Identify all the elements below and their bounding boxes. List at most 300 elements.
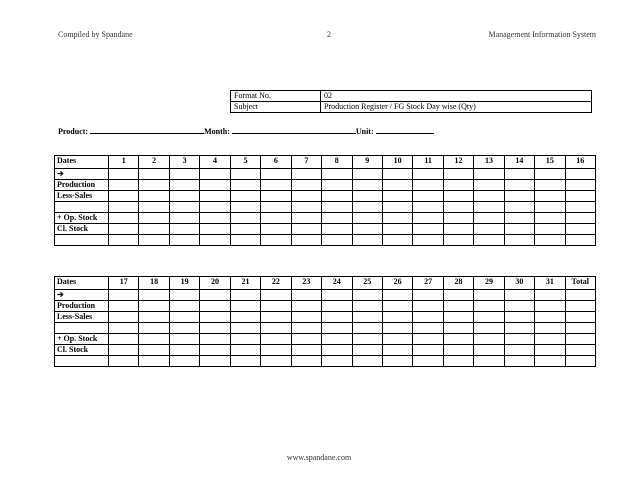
table-row [55,235,596,246]
value-cell[interactable] [261,356,291,367]
value-cell[interactable] [413,169,443,180]
value-cell[interactable] [139,180,169,191]
value-cell[interactable] [291,323,321,334]
value-cell[interactable] [443,224,473,235]
value-cell[interactable] [504,224,534,235]
value-cell[interactable] [504,235,534,246]
value-cell[interactable] [474,169,504,180]
day-header: 24 [322,277,352,290]
table-row [55,334,596,345]
row-label: Production [55,301,109,312]
value-cell[interactable] [474,180,504,191]
value-cell[interactable] [139,224,169,235]
day-header: 14 [504,156,534,169]
day-header: 7 [291,156,321,169]
table-row [55,224,596,235]
value-cell[interactable] [535,356,565,367]
value-cell[interactable] [109,169,139,180]
value-cell[interactable] [535,323,565,334]
row-label: + Op. Stock [55,213,109,224]
value-cell[interactable] [504,191,534,202]
value-cell[interactable] [413,191,443,202]
value-cell[interactable] [322,213,352,224]
day-header: 16 [565,156,595,169]
value-cell[interactable] [535,202,565,213]
day-header: 31 [535,277,565,290]
month-label: Month: [204,127,230,136]
value-cell[interactable] [169,323,199,334]
value-cell[interactable] [169,213,199,224]
value-cell[interactable] [382,224,412,235]
value-cell[interactable] [413,312,443,323]
value-cell[interactable] [535,191,565,202]
value-cell[interactable] [109,356,139,367]
value-cell[interactable] [139,191,169,202]
product-label: Product: [58,127,89,136]
day-header: 22 [261,277,291,290]
row-label [55,356,109,367]
value-cell[interactable] [230,334,260,345]
value-cell[interactable] [322,180,352,191]
value-cell[interactable] [352,224,382,235]
value-cell[interactable] [504,356,534,367]
value-cell[interactable] [413,323,443,334]
value-cell[interactable] [230,323,260,334]
value-cell[interactable] [169,356,199,367]
row-label: + Op. Stock [55,334,109,345]
value-cell[interactable] [230,213,260,224]
value-cell[interactable] [565,301,595,312]
value-cell[interactable] [474,323,504,334]
value-cell[interactable] [474,334,504,345]
value-cell[interactable] [382,169,412,180]
table-row [55,356,596,367]
value-cell[interactable] [443,180,473,191]
value-cell[interactable] [322,312,352,323]
product-blank[interactable] [90,126,204,134]
value-cell[interactable] [261,224,291,235]
value-cell[interactable] [535,334,565,345]
value-cell[interactable] [504,169,534,180]
value-cell[interactable] [291,334,321,345]
value-cell[interactable] [474,301,504,312]
value-cell[interactable] [352,356,382,367]
value-cell[interactable] [382,202,412,213]
value-cell[interactable] [382,191,412,202]
value-cell[interactable] [291,191,321,202]
row-label [55,235,109,246]
value-cell[interactable] [230,191,260,202]
value-cell[interactable] [169,169,199,180]
value-cell[interactable] [230,202,260,213]
day-header: 17 [109,277,139,290]
table-row [55,345,596,356]
value-cell[interactable] [169,202,199,213]
value-cell[interactable] [504,202,534,213]
value-cell[interactable] [291,312,321,323]
value-cell[interactable] [109,202,139,213]
subject-value: Production Register / FG Stock Day wise (Qty) [321,102,592,113]
dates-header-row [55,277,596,290]
value-cell[interactable] [261,323,291,334]
value-cell[interactable] [565,180,595,191]
value-cell[interactable] [565,202,595,213]
value-cell[interactable] [352,202,382,213]
value-cell[interactable] [200,312,230,323]
value-cell[interactable] [565,312,595,323]
value-cell[interactable] [565,169,595,180]
value-cell[interactable] [535,290,565,301]
value-cell[interactable] [230,356,260,367]
value-cell[interactable] [109,290,139,301]
day-header: 3 [169,156,199,169]
day-header: 30 [504,277,534,290]
value-cell[interactable] [200,290,230,301]
value-cell[interactable] [291,202,321,213]
value-cell[interactable] [230,301,260,312]
value-cell[interactable] [200,356,230,367]
value-cell[interactable] [169,334,199,345]
value-cell[interactable] [169,290,199,301]
value-cell[interactable] [535,180,565,191]
value-cell[interactable] [352,169,382,180]
value-cell[interactable] [261,213,291,224]
value-cell[interactable] [413,202,443,213]
value-cell[interactable] [169,235,199,246]
dates-header-row [55,156,596,169]
day-header: 28 [443,277,473,290]
value-cell[interactable] [291,169,321,180]
value-cell[interactable] [474,290,504,301]
value-cell[interactable] [169,180,199,191]
day-header: 13 [474,156,504,169]
header-title: Management Information System [488,30,596,39]
value-cell[interactable] [352,334,382,345]
value-cell[interactable] [291,345,321,356]
value-cell[interactable] [504,180,534,191]
value-cell[interactable] [535,224,565,235]
value-cell[interactable] [504,312,534,323]
value-cell[interactable] [200,202,230,213]
value-cell[interactable] [109,345,139,356]
value-cell[interactable] [565,191,595,202]
arrow-icon: ➔ [55,169,109,180]
arrow-row [55,169,596,180]
value-cell[interactable] [352,180,382,191]
value-cell[interactable] [109,334,139,345]
value-cell[interactable] [169,301,199,312]
value-cell[interactable] [291,290,321,301]
day-header: 27 [413,277,443,290]
value-cell[interactable] [230,290,260,301]
value-cell[interactable] [413,356,443,367]
value-cell[interactable] [261,312,291,323]
value-cell[interactable] [230,224,260,235]
value-cell[interactable] [291,224,321,235]
value-cell[interactable] [200,169,230,180]
value-cell[interactable] [200,345,230,356]
value-cell[interactable] [352,345,382,356]
value-cell[interactable] [443,312,473,323]
value-cell[interactable] [139,356,169,367]
day-header: 5 [230,156,260,169]
value-cell[interactable] [200,323,230,334]
format-no-label: Format No. [231,91,321,102]
value-cell[interactable] [504,301,534,312]
month-blank[interactable] [232,126,356,134]
value-cell[interactable] [109,180,139,191]
value-cell[interactable] [230,235,260,246]
table-row [55,301,596,312]
value-cell[interactable] [261,345,291,356]
value-cell[interactable] [139,334,169,345]
value-cell[interactable] [139,290,169,301]
value-cell[interactable] [504,213,534,224]
arrow-icon: ➔ [55,290,109,301]
value-cell[interactable] [565,345,595,356]
value-cell[interactable] [443,202,473,213]
value-cell[interactable] [261,235,291,246]
value-cell[interactable] [382,301,412,312]
value-cell[interactable] [139,312,169,323]
value-cell[interactable] [535,169,565,180]
value-cell[interactable] [565,356,595,367]
value-cell[interactable] [504,323,534,334]
value-cell[interactable] [535,213,565,224]
product-line [58,126,434,136]
value-cell[interactable] [352,213,382,224]
value-cell[interactable] [443,235,473,246]
value-cell[interactable] [474,345,504,356]
value-cell[interactable] [565,334,595,345]
value-cell[interactable] [474,202,504,213]
day-header: 2 [139,156,169,169]
value-cell[interactable] [109,323,139,334]
value-cell[interactable] [261,191,291,202]
value-cell[interactable] [322,169,352,180]
value-cell[interactable] [413,345,443,356]
value-cell[interactable] [443,213,473,224]
day-header: 20 [200,277,230,290]
value-cell[interactable] [109,301,139,312]
row-label: Less-Sales [55,312,109,323]
value-cell[interactable] [565,290,595,301]
value-cell[interactable] [382,235,412,246]
value-cell[interactable] [291,301,321,312]
value-cell[interactable] [535,312,565,323]
value-cell[interactable] [261,301,291,312]
value-cell[interactable] [413,301,443,312]
value-cell[interactable] [322,334,352,345]
value-cell[interactable] [382,334,412,345]
value-cell[interactable] [474,213,504,224]
day-header: Total [565,277,595,290]
value-cell[interactable] [169,224,199,235]
value-cell[interactable] [322,191,352,202]
value-cell[interactable] [443,301,473,312]
value-cell[interactable] [382,323,412,334]
header-compiled-by: Compiled by Spandane [58,30,133,39]
footer-url: www.spandane.com [286,453,352,462]
value-cell[interactable] [535,235,565,246]
value-cell[interactable] [139,213,169,224]
day-header: 26 [382,277,412,290]
value-cell[interactable] [291,356,321,367]
row-label [55,323,109,334]
value-cell[interactable] [109,191,139,202]
day-header: 18 [139,277,169,290]
value-cell[interactable] [474,356,504,367]
value-cell[interactable] [109,224,139,235]
value-cell[interactable] [200,213,230,224]
value-cell[interactable] [382,180,412,191]
unit-blank[interactable] [376,126,434,134]
value-cell[interactable] [261,169,291,180]
value-cell[interactable] [139,235,169,246]
value-cell[interactable] [261,202,291,213]
value-cell[interactable] [352,290,382,301]
value-cell[interactable] [109,312,139,323]
value-cell[interactable] [352,323,382,334]
value-cell[interactable] [382,356,412,367]
value-cell[interactable] [322,356,352,367]
table-row [55,213,596,224]
value-cell[interactable] [200,224,230,235]
value-cell[interactable] [413,213,443,224]
value-cell[interactable] [443,191,473,202]
row-label [55,202,109,213]
value-cell[interactable] [139,323,169,334]
dates-label: Dates [55,156,109,169]
value-cell[interactable] [169,191,199,202]
value-cell[interactable] [322,290,352,301]
format-no-value: 02 [321,91,592,102]
value-cell[interactable] [535,301,565,312]
day-header: 23 [291,277,321,290]
value-cell[interactable] [261,290,291,301]
day-header: 8 [322,156,352,169]
value-cell[interactable] [382,213,412,224]
value-cell[interactable] [322,224,352,235]
value-cell[interactable] [443,334,473,345]
table-row [55,202,596,213]
day-header: 6 [261,156,291,169]
stock-grid-days-1-16 [54,155,596,246]
value-cell[interactable] [474,235,504,246]
value-cell[interactable] [322,323,352,334]
value-cell[interactable] [139,169,169,180]
value-cell[interactable] [565,213,595,224]
value-cell[interactable] [413,180,443,191]
value-cell[interactable] [322,235,352,246]
day-header: 21 [230,277,260,290]
value-cell[interactable] [413,334,443,345]
day-header: 11 [413,156,443,169]
value-cell[interactable] [230,345,260,356]
format-no-row [231,91,592,102]
value-cell[interactable] [139,202,169,213]
value-cell[interactable] [443,356,473,367]
value-cell[interactable] [382,345,412,356]
subject-row [231,102,592,113]
value-cell[interactable] [230,180,260,191]
value-cell[interactable] [200,191,230,202]
value-cell[interactable] [352,301,382,312]
value-cell[interactable] [413,224,443,235]
value-cell[interactable] [109,213,139,224]
value-cell[interactable] [474,312,504,323]
value-cell[interactable] [139,301,169,312]
value-cell[interactable] [413,235,443,246]
value-cell[interactable] [230,312,260,323]
value-cell[interactable] [291,180,321,191]
value-cell[interactable] [504,290,534,301]
value-cell[interactable] [169,345,199,356]
value-cell[interactable] [322,345,352,356]
value-cell[interactable] [382,312,412,323]
value-cell[interactable] [352,312,382,323]
value-cell[interactable] [474,224,504,235]
value-cell[interactable] [382,290,412,301]
table-row [55,180,596,191]
value-cell[interactable] [200,180,230,191]
unit-label: Unit: [355,127,374,136]
value-cell[interactable] [200,301,230,312]
value-cell[interactable] [352,191,382,202]
day-header: 15 [535,156,565,169]
value-cell[interactable] [352,235,382,246]
value-cell[interactable] [261,334,291,345]
subject-label: Subject [231,102,321,113]
value-cell[interactable] [565,235,595,246]
day-header: 9 [352,156,382,169]
table-row [55,323,596,334]
value-cell[interactable] [322,301,352,312]
value-cell[interactable] [200,235,230,246]
format-table [230,90,592,113]
value-cell[interactable] [291,213,321,224]
value-cell[interactable] [200,334,230,345]
day-header: 1 [109,156,139,169]
value-cell[interactable] [504,345,534,356]
value-cell[interactable] [443,169,473,180]
value-cell[interactable] [139,345,169,356]
value-cell[interactable] [535,345,565,356]
value-cell[interactable] [291,235,321,246]
value-cell[interactable] [443,290,473,301]
row-label: Cl. Stock [55,345,109,356]
day-header: 29 [474,277,504,290]
value-cell[interactable] [474,191,504,202]
value-cell[interactable] [169,312,199,323]
table-row [55,312,596,323]
page-number: 2 [327,30,331,39]
value-cell[interactable] [109,235,139,246]
value-cell[interactable] [443,323,473,334]
value-cell[interactable] [565,224,595,235]
value-cell[interactable] [230,169,260,180]
table-row [55,191,596,202]
row-label: Cl. Stock [55,224,109,235]
value-cell[interactable] [443,345,473,356]
day-header: 19 [169,277,199,290]
dates-label: Dates [55,277,109,290]
value-cell[interactable] [565,323,595,334]
value-cell[interactable] [413,290,443,301]
value-cell[interactable] [261,180,291,191]
value-cell[interactable] [322,202,352,213]
value-cell[interactable] [504,334,534,345]
